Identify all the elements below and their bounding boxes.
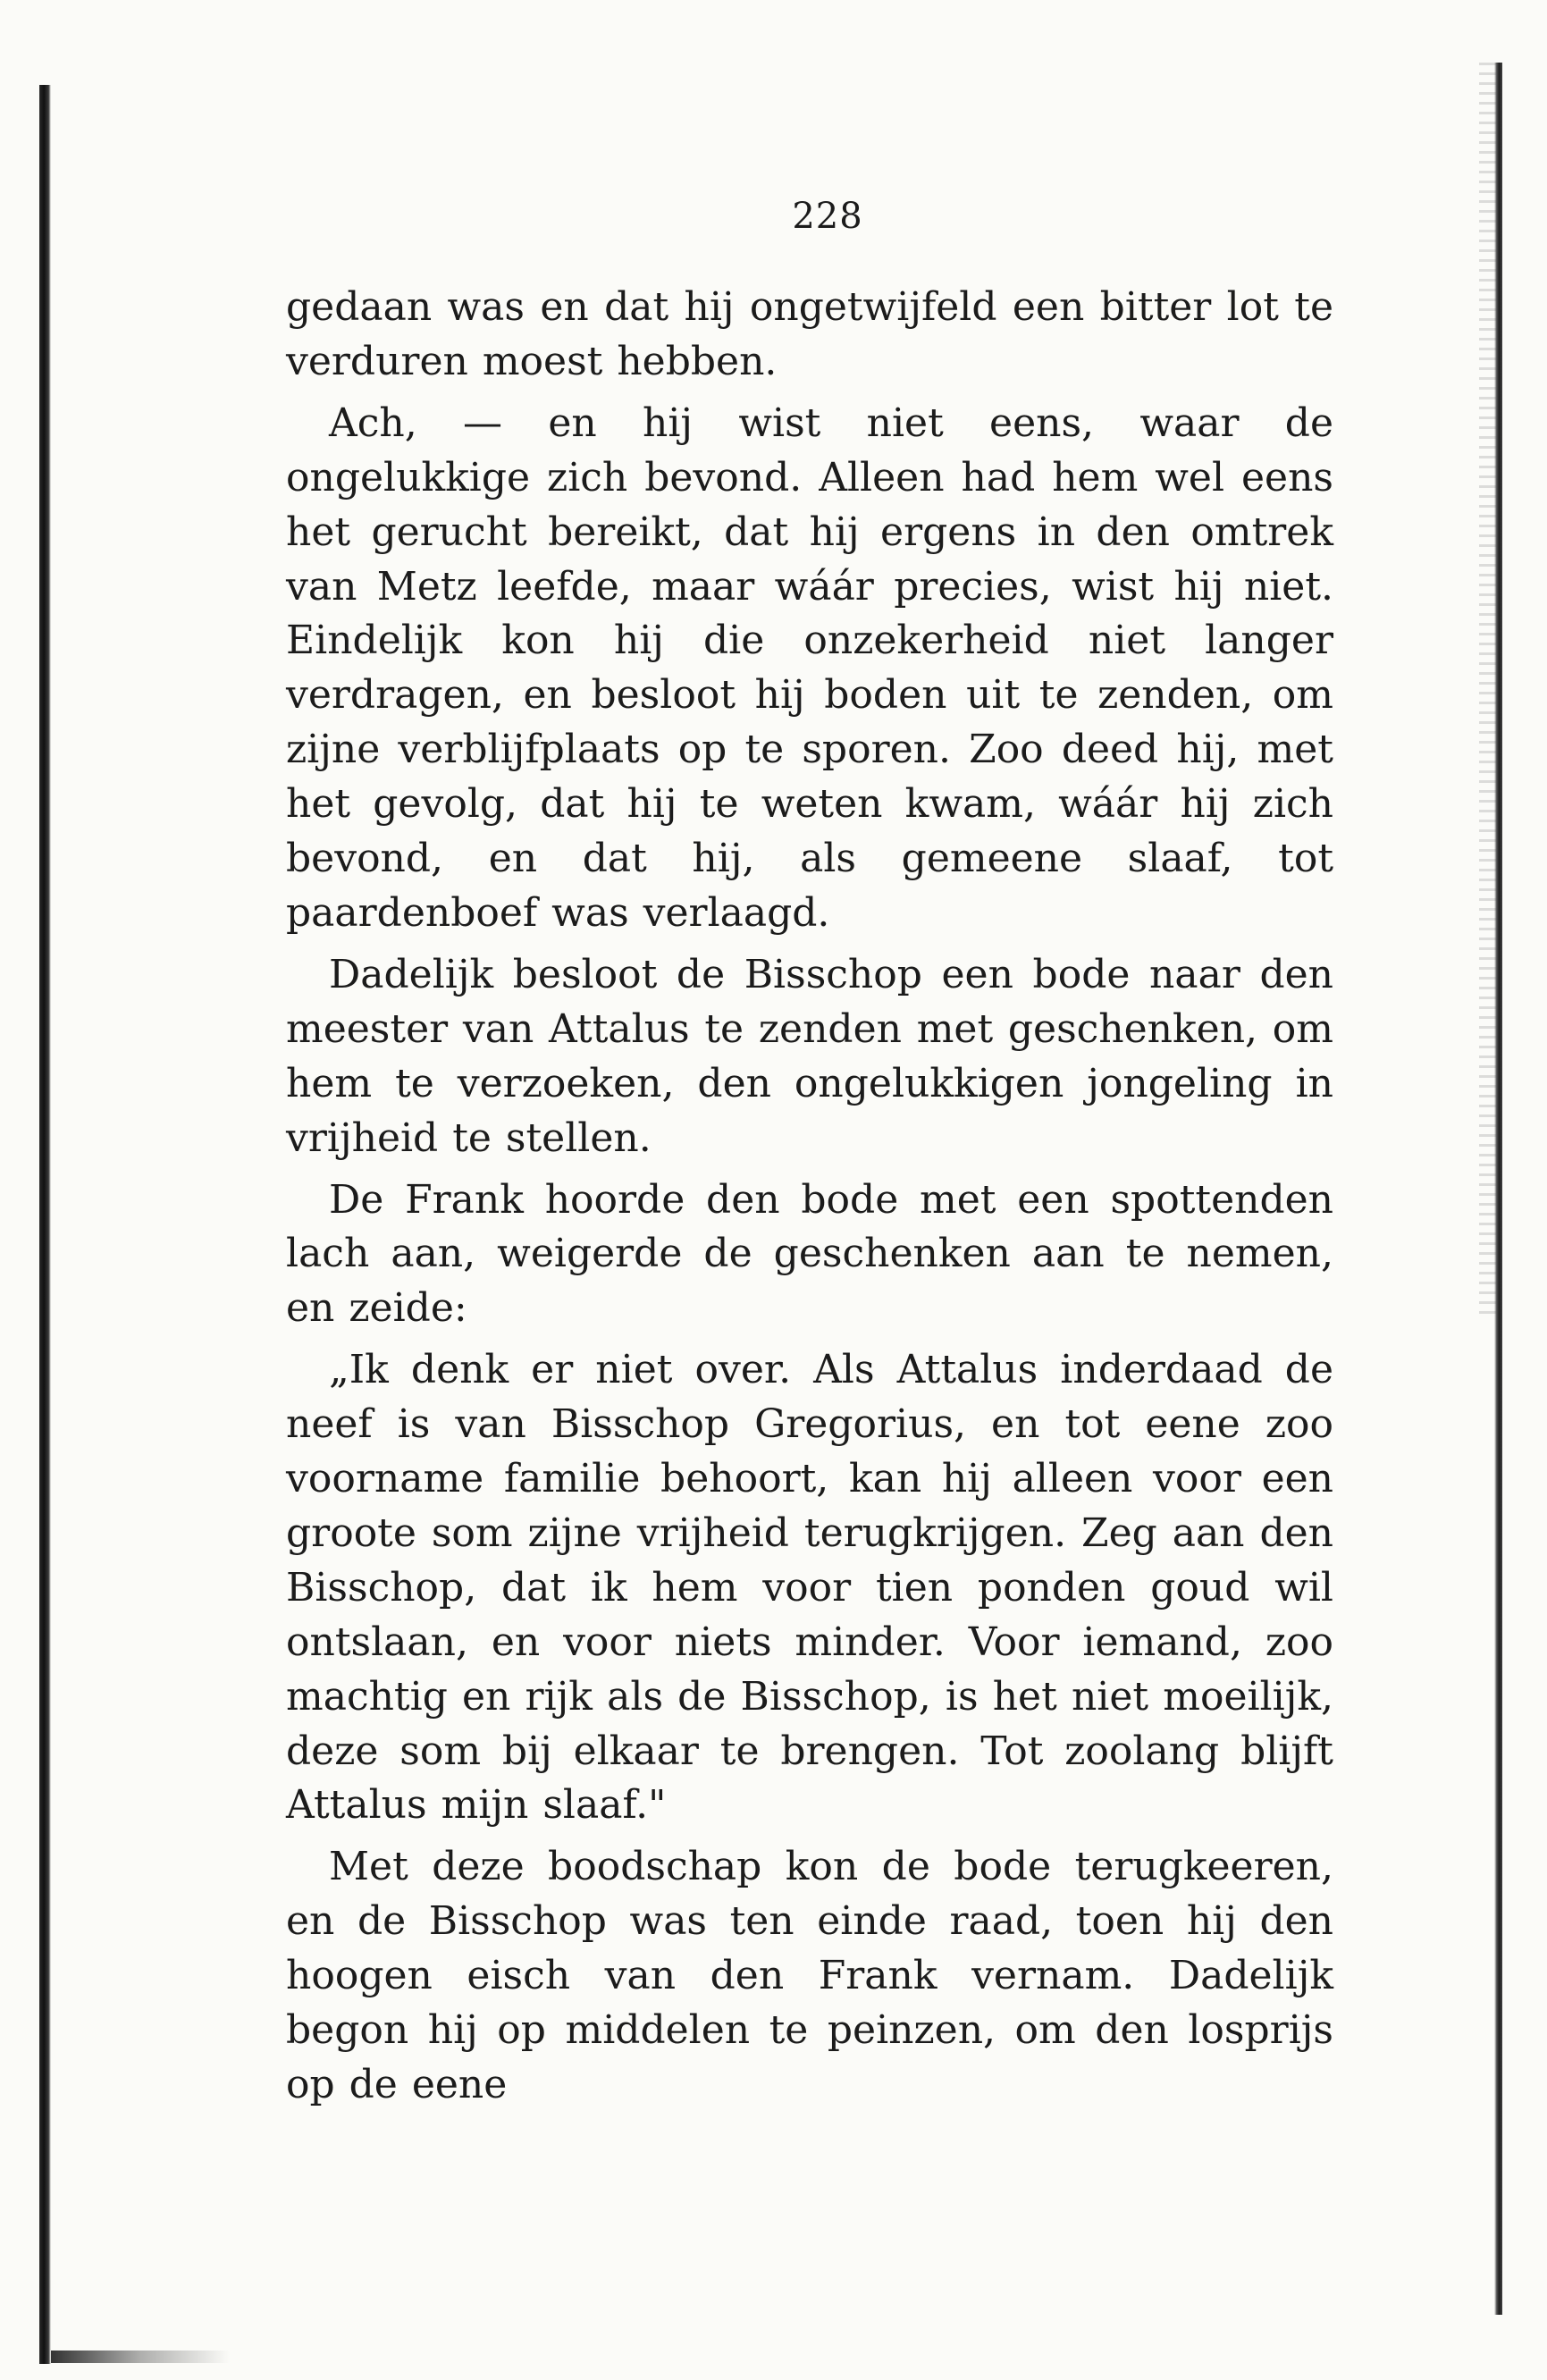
paragraph: Dadelijk besloot de Bisschop een bode naar den meester van Attalus te zenden met geschenken, om hem te verzoeken, den ongelukkigen jongeling in vrijheid te stellen. (286, 951, 1333, 1161)
page-edge-left-shadow (39, 85, 51, 2364)
paragraph-quotation: „Ik denk er niet over. Als Attalus inderdaad de neef is van Bisschop Gregorius, en tot eene zoo voorname familie behoort, kan hij alleen voor een groote som zijne vrijheid terugkrijgen. Zeg aan den Bisschop, dat ik hem voor tien ponden goud wil ontslaan, en voor niets minder. Voor iemand, zoo machtig en rijk als de Bisschop, is het niet moeilijk, deze som bij elkaar te brengen. Tot zoolang blijft Attalus mijn slaaf." (286, 1347, 1333, 1829)
page-content (286, 189, 1333, 2120)
paragraph: Ach, — en hij wist niet eens, waar de ongelukkige zich bevond. Alleen had hem wel eens het gerucht bereikt, dat hij ergens in den omtrek van Metz leefde, maar wáár precies, wist hij niet. Eindelijk kon hij die onzekerheid niet langer verdragen, en besloot hij boden uit te zenden, om zijne verblijfplaats op te sporen. Zoo deed hij, met het gevolg, dat hij te weten kwam, wáár hij zich bevond, en dat hij, als gemeene slaaf, tot paardenboef was verlaagd. (286, 399, 1333, 936)
page-edge-bottom-shadow (51, 2351, 230, 2363)
page-number: 228 (792, 196, 863, 237)
page-edge-right-shadow (1494, 63, 1502, 2315)
paragraph-continuation: gedaan was en dat hij ongetwijfeld een bitter lot te verduren moest hebben. (286, 284, 1333, 384)
paragraph: De Frank hoorde den bode met een spottenden lach aan, weigerde de geschenken aan te nemen, en zeide: (286, 1176, 1333, 1332)
paragraph: Met deze boodschap kon de bode terugkeeren, en de Bisschop was ten einde raad, toen hij den hoogen eisch van den Frank vernam. Dadelijk begon hij op middelen te peinzen, om den losprijs op de eene (286, 1844, 1333, 2107)
